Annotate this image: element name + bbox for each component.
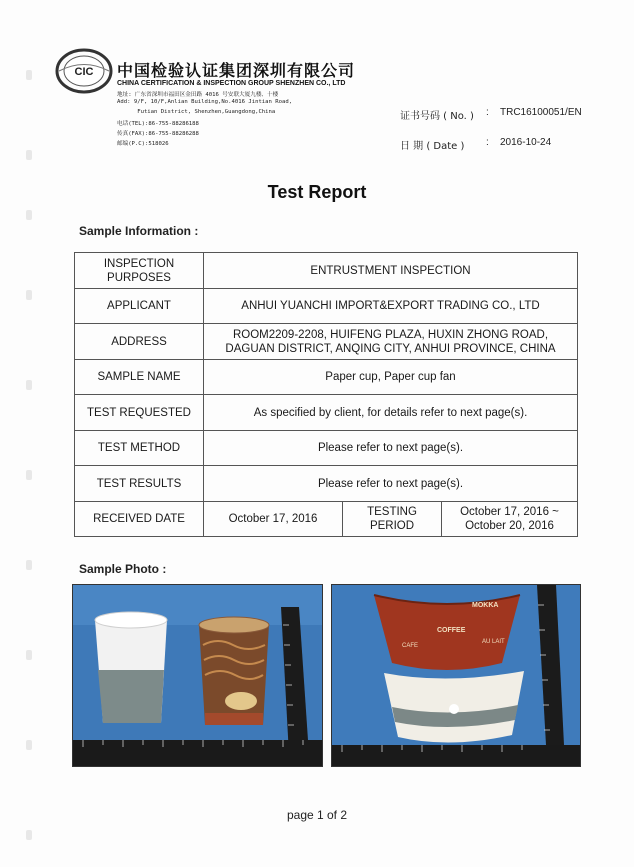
applicant-label: APPLICANT xyxy=(75,289,204,324)
punch-mark xyxy=(26,150,32,160)
punch-mark xyxy=(26,470,32,480)
table-row xyxy=(75,253,578,289)
inspection-purposes-value: ENTRUSTMENT INSPECTION xyxy=(204,253,578,289)
sample-photo-cups xyxy=(72,584,323,767)
table-row xyxy=(75,431,578,466)
test-requested-value: As specified by client, for details refer to next page(s). xyxy=(204,395,578,431)
fans-photo-image xyxy=(332,585,580,766)
sample-info-heading: Sample Information : xyxy=(79,224,199,238)
sample-name-label: SAMPLE NAME xyxy=(75,360,204,395)
company-name-en: CHINA CERTIFICATION & INSPECTION GROUP SHENZHEN CO., LTD xyxy=(117,80,346,87)
sample-photo-fans xyxy=(331,584,581,767)
punch-mark xyxy=(26,210,32,220)
report-title: Test Report xyxy=(267,182,367,202)
inspection-purposes-label: INSPECTION PURPOSES xyxy=(75,253,204,289)
received-date-label: RECEIVED DATE xyxy=(75,502,204,537)
separator: : xyxy=(486,137,489,148)
punch-mark xyxy=(26,650,32,660)
svg-text:CAFE: CAFE xyxy=(402,643,419,649)
table-row xyxy=(75,502,578,537)
sample-photo-heading: Sample Photo : xyxy=(79,562,167,576)
address-line: Futian District, Shenzhen,Guangdong,China xyxy=(117,109,276,115)
testing-period-value-line: October 17, 2016 ~ xyxy=(460,506,559,518)
table-row xyxy=(75,360,578,395)
company-name-cn: 中国检验认证集团深圳有限公司 xyxy=(117,61,356,80)
test-method-label: TEST METHOD xyxy=(75,431,204,466)
punch-mark xyxy=(26,740,32,750)
applicant-value: ANHUI YUANCHI IMPORT&EXPORT TRADING CO., LTD xyxy=(204,289,578,324)
svg-text:AU LAIT: AU LAIT xyxy=(482,639,505,645)
punch-mark xyxy=(26,830,32,840)
postcode-line: 邮编(P.C):518026 xyxy=(117,141,169,147)
testing-period-value xyxy=(442,502,578,537)
cic-logo xyxy=(55,48,113,94)
testing-period-label xyxy=(343,502,442,537)
svg-text:CIC: CIC xyxy=(74,66,94,78)
page-number: page 1 of 2 xyxy=(286,808,348,822)
certificate-no-label: 证书号码 ( No. ) xyxy=(400,111,474,122)
testing-period-value-line: October 20, 2016 xyxy=(465,520,554,532)
phone-line: 电话(TEL):86-755-88286188 xyxy=(117,121,199,127)
sample-name-value: Paper cup, Paper cup fan xyxy=(204,360,578,395)
address-value xyxy=(204,324,578,360)
punch-mark xyxy=(26,380,32,390)
test-method-value: Please refer to next page(s). xyxy=(204,431,578,466)
cups-photo-image xyxy=(73,585,322,766)
punch-mark xyxy=(26,290,32,300)
svg-text:MOKKA: MOKKA xyxy=(472,602,499,609)
address-line: Add: 9/F, 10/F,Anlian Building,No.4016 Jintian Road, xyxy=(117,99,293,105)
date-value: 2016-10-24 xyxy=(500,137,552,148)
date-label: 日 期 ( Date ) xyxy=(400,141,465,152)
punch-mark xyxy=(26,70,32,80)
punch-mark xyxy=(26,560,32,570)
test-requested-label: TEST REQUESTED xyxy=(75,395,204,431)
table-row xyxy=(75,324,578,360)
table-row xyxy=(75,466,578,502)
address-value-line: ROOM2209-2208, HUIFENG PLAZA, HUXIN ZHONG ROAD, xyxy=(232,328,549,341)
table-row xyxy=(75,395,578,431)
separator: : xyxy=(486,107,489,118)
address-label: ADDRESS xyxy=(75,324,204,360)
table-row xyxy=(75,289,578,324)
certificate-no-value: TRC16100051/EN xyxy=(500,107,582,118)
address-line: 地址: 广东省深圳市福田区金田路 4016 号安联大厦九楼、十楼 xyxy=(117,92,279,98)
fax-line: 传真(FAX):86-755-88286288 xyxy=(117,131,199,137)
test-results-label: TEST RESULTS xyxy=(75,466,204,502)
sample-info-table xyxy=(74,252,578,537)
svg-text:COFFEE: COFFEE xyxy=(437,627,466,634)
test-results-value: Please refer to next page(s). xyxy=(204,466,578,502)
received-date-value: October 17, 2016 xyxy=(204,502,343,537)
address-value-line: DAGUAN DISTRICT, ANQING CITY, ANHUI PROVINCE, CHINA xyxy=(225,342,556,355)
testing-period-label-line: TESTING PERIOD xyxy=(367,506,417,532)
